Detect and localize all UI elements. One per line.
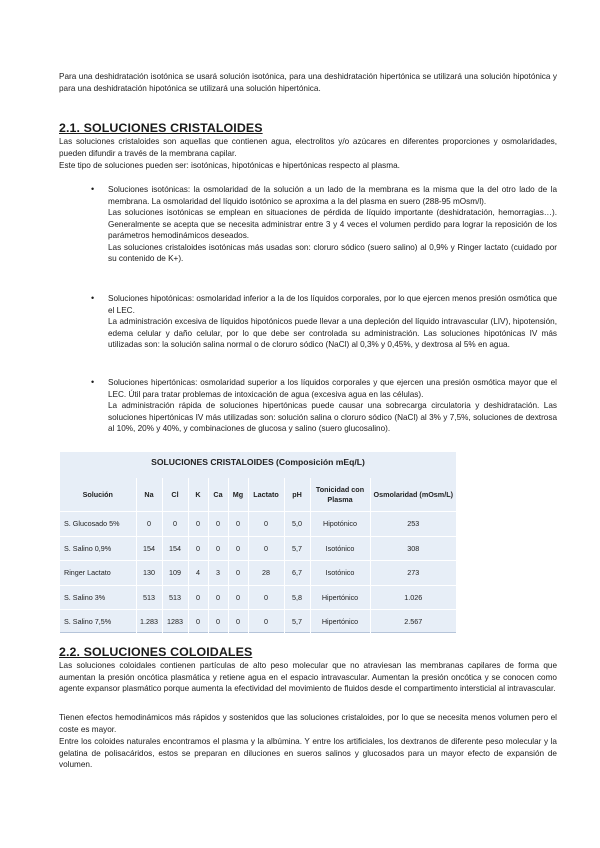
table-header-cell: pH <box>284 478 310 512</box>
table-cell: 0 <box>228 561 248 586</box>
cristaloides-definition: Las soluciones cristaloides son aquellas que contienen agua, electrolitos y/o azúcares en diferentes proporciones y osmolaridades, pueden difundir a través de la membrana capilar. <box>59 137 557 158</box>
table-cell: 0 <box>248 585 284 610</box>
table-header-cell: Solución <box>82 489 113 499</box>
table-cell: 5,8 <box>284 585 310 610</box>
bullet-line: La administración rápida de soluciones hipertónicas puede causar una sobrecarga circulatoria y deshidratación. Las soluciones hipertónicas IV más utilizadas son: solución salina o cloruro sódico (NaCl) al 3% y 7,5%, soluciones de dextrosa al 10%, 20% y 40%, y combinaciones de glucosa y salino (suero glucosalino). <box>108 401 557 433</box>
bullet-isotonicas <box>91 184 557 265</box>
table-cell: 5,0 <box>284 512 310 537</box>
composition-table <box>60 478 456 634</box>
table-cell: 0 <box>208 536 228 561</box>
table-cell: 5,7 <box>284 536 310 561</box>
bullet-line: Las soluciones cristaloides isotónicas más usadas son: cloruro sódico (suero salino) al 0,9% y Ringer lactato (cuidado por su contenido de K+). <box>108 242 557 263</box>
table-cell: 1283 <box>162 610 188 634</box>
table-cell: S. Glucosado 5% <box>60 512 136 537</box>
table-cell: 0 <box>248 610 284 634</box>
table-cell: 0 <box>208 512 228 537</box>
table-header-cell: Na <box>136 478 162 512</box>
table-header-cell: Mg <box>228 478 248 512</box>
table-row <box>60 536 456 561</box>
table-cell: S. Salino 3% <box>60 585 136 610</box>
table-cell: 4 <box>188 561 208 586</box>
table-cell: 109 <box>162 561 188 586</box>
table-cell: 513 <box>136 585 162 610</box>
table-cell: Isotónico <box>310 561 370 586</box>
table-cell: 154 <box>136 536 162 561</box>
table-cell: Isotónico <box>310 536 370 561</box>
table-cell: 0 <box>208 585 228 610</box>
table-cell: 1.283 <box>136 610 162 634</box>
table-cell: 1.026 <box>370 585 456 610</box>
table-cell: 154 <box>162 536 188 561</box>
table-cell: Ringer Lactato <box>60 561 136 586</box>
table-cell: 308 <box>370 536 456 561</box>
table-cell: 3 <box>208 561 228 586</box>
table-cell: 0 <box>248 512 284 537</box>
table-cell: 273 <box>370 561 456 586</box>
table-cell: S. Salino 0,9% <box>60 536 136 561</box>
intro-paragraph: Para una deshidratación isotónica se usará solución isotónica, para una deshidratación hipertónica se utilizará una solución hipotónica y para una deshidratación hipotónica se utilizará una solución hipertónica. <box>59 72 557 93</box>
table-cell: Hipertónico <box>310 610 370 634</box>
section-heading-cristaloides: 2.1. SOLUCIONES CRISTALOIDES <box>59 121 263 135</box>
table-header-cell: Cl <box>162 478 188 512</box>
table-cell: S. Salino 7,5% <box>60 610 136 634</box>
table-cell: 0 <box>188 512 208 537</box>
table-cell: 28 <box>248 561 284 586</box>
table-header-row <box>60 478 456 512</box>
table-cell: 0 <box>228 512 248 537</box>
cristaloides-table <box>60 452 456 633</box>
table-cell: 2.567 <box>370 610 456 634</box>
table-cell: 0 <box>136 512 162 537</box>
table-cell: 0 <box>188 536 208 561</box>
bullet-line: Soluciones isotónicas: la osmolaridad de la solución a un lado de la membrana es la misma que la del otro lado de la membrana. La osmolaridad del líquido isotónico se aproxima a la del plasma en suero (288-95 mOsm/l). <box>108 185 557 206</box>
bullet-line: Las soluciones isotónicas se emplean en situaciones de pérdida de líquido importante (deshidratación, hemorragias…). Generalmente se acepta que se necesita administrar entre 3 y 4 veces el volumen perdido para lograr la reposición de los parámetros hemodinámicos deseados. <box>108 208 557 240</box>
coloidales-types: Entre los coloides naturales encontramos el plasma y la albúmina. Y entre los artificiales, los dextranos de diferente peso molecular y la gelatina de polisacáridos, estos se preparan en diluciones en sueros salinos y glucosados para un mayor efecto de expansión de volumen. <box>59 737 557 769</box>
table-cell: 0 <box>208 610 228 634</box>
table-title: SOLUCIONES CRISTALOIDES (Composición mEq/L) <box>151 457 365 467</box>
table-row <box>60 585 456 610</box>
table-cell: 0 <box>162 512 188 537</box>
bullet-dot: • <box>91 184 95 194</box>
bullet-line: La administración excesiva de líquidos hipotónicos puede llevar a una depleción del líquido intravascular (LIV), hipotensión, edema celular y daño celular, por lo que debe ser controlada su administración. Las soluciones hipotónicas IV más utilizadas son: la solución salina normal o de cloruro sódico (NaCl) al 0,3% y 0,45%, y dextrosa al 5% en agua. <box>108 317 557 349</box>
table-cell: Hipertónico <box>310 585 370 610</box>
table-header-cell: Ca <box>208 478 228 512</box>
table-header-cell: Lactato <box>248 478 284 512</box>
table-header-cell: Osmolaridad (mOsm/L) <box>370 478 456 512</box>
coloidales-definition: Las soluciones coloidales contienen partículas de alto peso molecular que no atraviesan las membranas capilares de forma que aumentan la presión oncótica plasmática y retiene agua en el espacio intravascular. Aumentan la presión oncótica y se conocen como agente expansor plasmático porque aumenta la efectividad del movimiento de fluidos desde el compartimento intersticial al intravascular. <box>59 661 557 693</box>
table-cell: 253 <box>370 512 456 537</box>
table-cell: 5,7 <box>284 610 310 634</box>
section-heading-coloidales: 2.2. SOLUCIONES COLOIDALES <box>59 645 253 659</box>
table-cell: 0 <box>228 536 248 561</box>
bullet-line: Soluciones hipotónicas: osmolaridad inferior a la de los líquidos corporales, por lo que ejercen menos presión osmótica que el LEC. <box>108 294 557 315</box>
table-row <box>60 561 456 586</box>
table-cell: 0 <box>188 585 208 610</box>
table-cell: 0 <box>188 610 208 634</box>
table-cell: 0 <box>228 610 248 634</box>
bullet-dot: • <box>91 293 95 303</box>
coloidales-effects: Tienen efectos hemodinámicos más rápidos y sostenidos que las soluciones cristaloides, por lo que se necesita menos volumen pero el coste es mayor. <box>59 713 557 734</box>
table-header-cell: Tonicidad con Plasma <box>310 478 370 512</box>
table-cell: 6,7 <box>284 561 310 586</box>
bullet-hipertonicas <box>91 377 557 435</box>
table-cell: Hipotónico <box>310 512 370 537</box>
table-cell: 0 <box>228 585 248 610</box>
cristaloides-types: Este tipo de soluciones pueden ser: isotónicas, hipotónicas e hipertónicas respecto al plasma. <box>59 161 400 170</box>
table-header-cell: K <box>188 478 208 512</box>
table-cell: 0 <box>248 536 284 561</box>
bullet-dot: • <box>91 377 95 387</box>
table-cell: 513 <box>162 585 188 610</box>
table-row <box>60 512 456 537</box>
table-cell: 130 <box>136 561 162 586</box>
bullet-hipotonicas <box>91 293 557 351</box>
bullet-line: Soluciones hipertónicas: osmolaridad superior a los líquidos corporales y que ejercen una presión osmótica mayor que el LEC. Útil para tratar problemas de intoxicación de agua (excesiva agua en las células). <box>108 378 557 399</box>
table-row <box>60 610 456 634</box>
